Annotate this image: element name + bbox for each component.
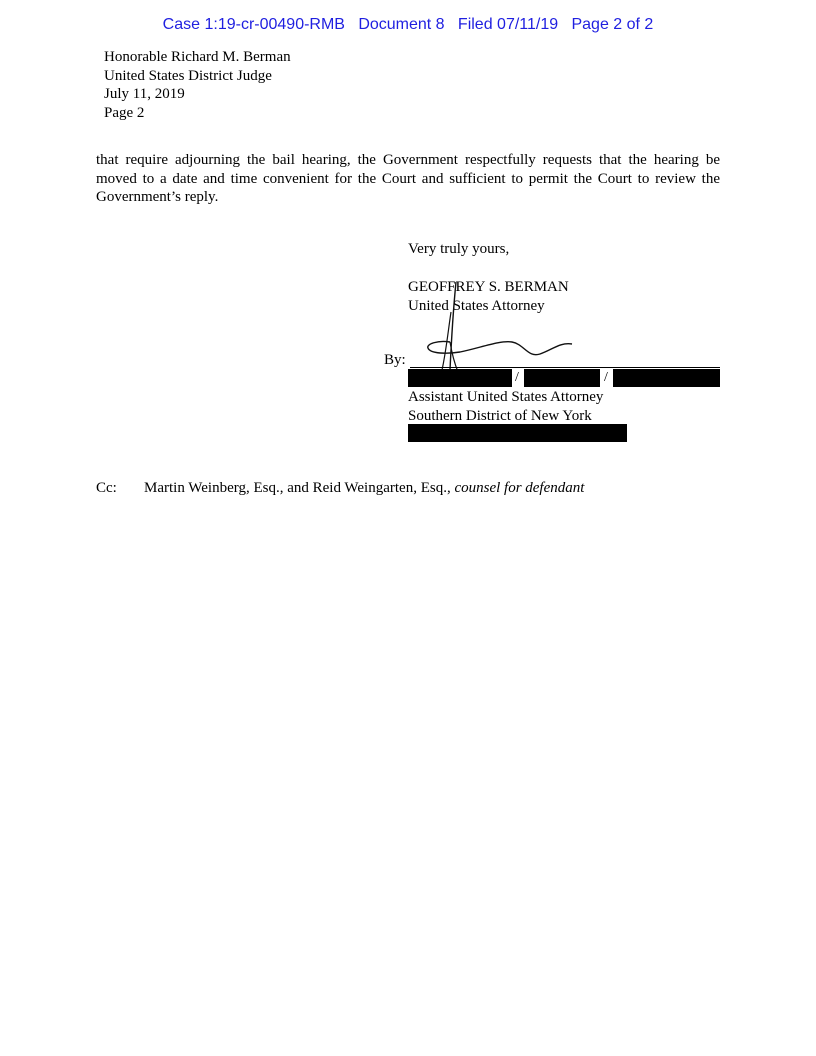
addressee-title: United States District Judge bbox=[104, 67, 272, 84]
case-number: Case 1:19-cr-00490-RMB bbox=[162, 16, 345, 33]
signer-role: Assistant United States Attorney bbox=[408, 389, 604, 405]
name-separator-2: / bbox=[604, 370, 608, 385]
page-number: Page 2 bbox=[104, 104, 145, 121]
addressee-name: Honorable Richard M. Berman bbox=[104, 49, 291, 65]
case-header bbox=[0, 16, 816, 34]
cc-label: Cc: bbox=[96, 480, 117, 496]
page-count: Page 2 of 2 bbox=[571, 16, 654, 33]
signer-office: Southern District of New York bbox=[408, 407, 592, 424]
signer-title-block bbox=[408, 388, 603, 425]
cc-recipient-names: Martin Weinberg, Esq., and Reid Weingarten, Esq., bbox=[144, 480, 451, 496]
handwritten-signature bbox=[420, 282, 580, 376]
redaction-bar-contact bbox=[408, 424, 627, 442]
letter-date: July 11, 2019 bbox=[104, 86, 185, 102]
attorney-name: GEOFFREY S. BERMAN bbox=[408, 279, 569, 295]
filed-date: Filed 07/11/19 bbox=[457, 16, 559, 33]
name-separator-1: / bbox=[515, 370, 519, 385]
attorney-title: United States Attorney bbox=[408, 297, 545, 314]
by-label: By: bbox=[384, 352, 406, 368]
redaction-bar-name-1 bbox=[408, 369, 512, 387]
cc-recipient-role: counsel for defendant bbox=[454, 480, 585, 496]
document-number: Document 8 bbox=[358, 16, 445, 33]
body-paragraph: that require adjourning the bail hearing, the Government respectfully requests that the hearing be moved to a date and time convenient for the Court and sufficient to permit the Court to review the Government’s reply. bbox=[96, 152, 720, 205]
closing: Very truly yours, bbox=[408, 241, 510, 257]
redaction-bar-name-2 bbox=[524, 369, 600, 387]
address-block bbox=[104, 48, 291, 122]
redaction-bar-name-3 bbox=[613, 369, 720, 387]
signature-line bbox=[410, 367, 720, 368]
cc-recipients bbox=[144, 480, 584, 497]
